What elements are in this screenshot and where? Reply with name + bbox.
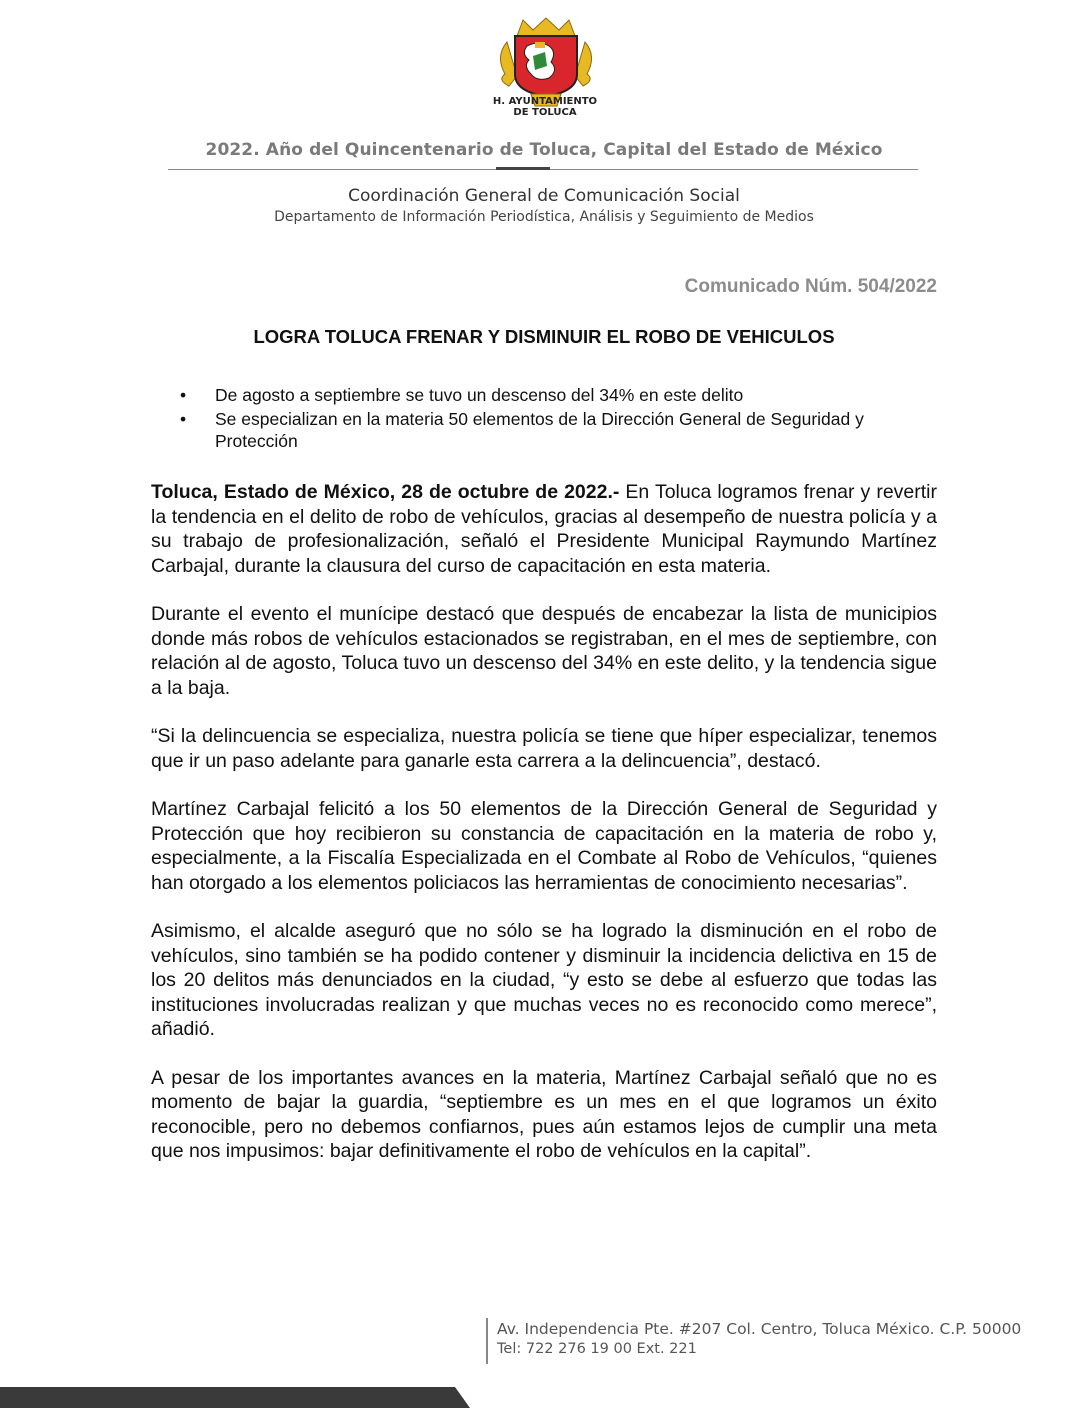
year-motto: 2022. Año del Quincentenario de Toluca, Capital del Estado de México bbox=[205, 140, 883, 160]
summary-bullet bbox=[176, 408, 936, 452]
logo-caption-line2: DE TOLUCA bbox=[513, 107, 577, 118]
coordination-title: Coordinación General de Comunicación Social bbox=[348, 186, 740, 206]
summary-bullets bbox=[176, 384, 936, 454]
release-number: Comunicado Núm. 504/2022 bbox=[684, 276, 937, 297]
bullet-dot-icon: • bbox=[180, 409, 187, 429]
logo-caption-line1: H. AYUNTAMIENTO bbox=[492, 96, 598, 107]
department-subtitle: Departamento de Información Periodística, Análisis y Seguimiento de Medios bbox=[274, 209, 814, 225]
paragraph bbox=[151, 480, 937, 578]
dateline: Toluca, Estado de México, 28 de octubre de 2022.- bbox=[151, 481, 620, 503]
paragraph: Martínez Carbajal felicitó a los 50 elementos de la Dirección General de Seguridad y Protección que hoy recibieron su constancia de capacitación en la materia de robo y, especialmente, a la Fiscalía Especializada en el Combate al Robo de Vehículos, “quienes han otorgado a los elementos policiacos las herramientas de conocimiento necesarias”. bbox=[151, 798, 937, 894]
logo-caption bbox=[470, 96, 620, 118]
bullet-dot-icon: • bbox=[180, 385, 187, 405]
article-body bbox=[151, 480, 937, 1188]
footer-phone: Tel: 722 276 19 00 Ext. 221 bbox=[497, 1341, 697, 1357]
header-divider-accent bbox=[496, 167, 550, 170]
paragraph: Asimismo, el alcalde aseguró que no sólo se ha logrado la disminución en el robo de vehículos, sino también se ha podido contener y disminuir la incidencia delictiva en 15 de los 20 delitos más denunciados en la ciudad, “y esto se debe al esfuerzo que todas las instituciones involucradas realizan y que muchas veces no es reconocido como merece”, añadió. bbox=[151, 920, 937, 1040]
footer-address: Av. Independencia Pte. #207 Col. Centro, Toluca México. C.P. 50000 bbox=[497, 1320, 1022, 1338]
bullet-text: Se especializan en la materia 50 elementos de la Dirección General de Seguridad y Protección bbox=[215, 409, 864, 451]
bullet-text: De agosto a septiembre se tuvo un descenso del 34% en este delito bbox=[215, 385, 744, 405]
footer-divider bbox=[486, 1318, 488, 1364]
paragraph-text: En Toluca logramos frenar y revertir la tendencia en el delito de robo de vehículos, gracias al desempeño de nuestra policía y a su trabajo de profesionalización, señaló el Presidente Municipal Raymundo Martínez Carbajal, durante la clausura del curso de capacitación en esta materia. bbox=[151, 481, 937, 577]
summary-bullet bbox=[176, 384, 936, 406]
headline: LOGRA TOLUCA FRENAR Y DISMINUIR EL ROBO DE VEHICULOS bbox=[253, 326, 835, 347]
paragraph: “Si la delincuencia se especializa, nuestra policía se tiene que híper especializar, tenemos que ir un paso adelante para ganarle esta carrera a la delincuencia”, destacó. bbox=[151, 725, 937, 772]
paragraph: A pesar de los importantes avances en la materia, Martínez Carbajal señaló que no es momento de bajar la guardia, “septiembre es un mes en el que logramos un éxito reconocible, pero no debemos confiarnos, pues aún estamos lejos de cumplir una meta que nos impusimos: bajar definitivamente el robo de vehículos en la capital”. bbox=[151, 1066, 937, 1162]
paragraph: Durante el evento el munícipe destacó que después de encabezar la lista de municipios donde más robos de vehículos estacionados se registraban, en el mes de septiembre, con relación al de agosto, Toluca tuvo un descenso del 34% en este delito, y la tendencia sigue a la baja. bbox=[151, 603, 937, 699]
footer-band bbox=[0, 1387, 470, 1408]
